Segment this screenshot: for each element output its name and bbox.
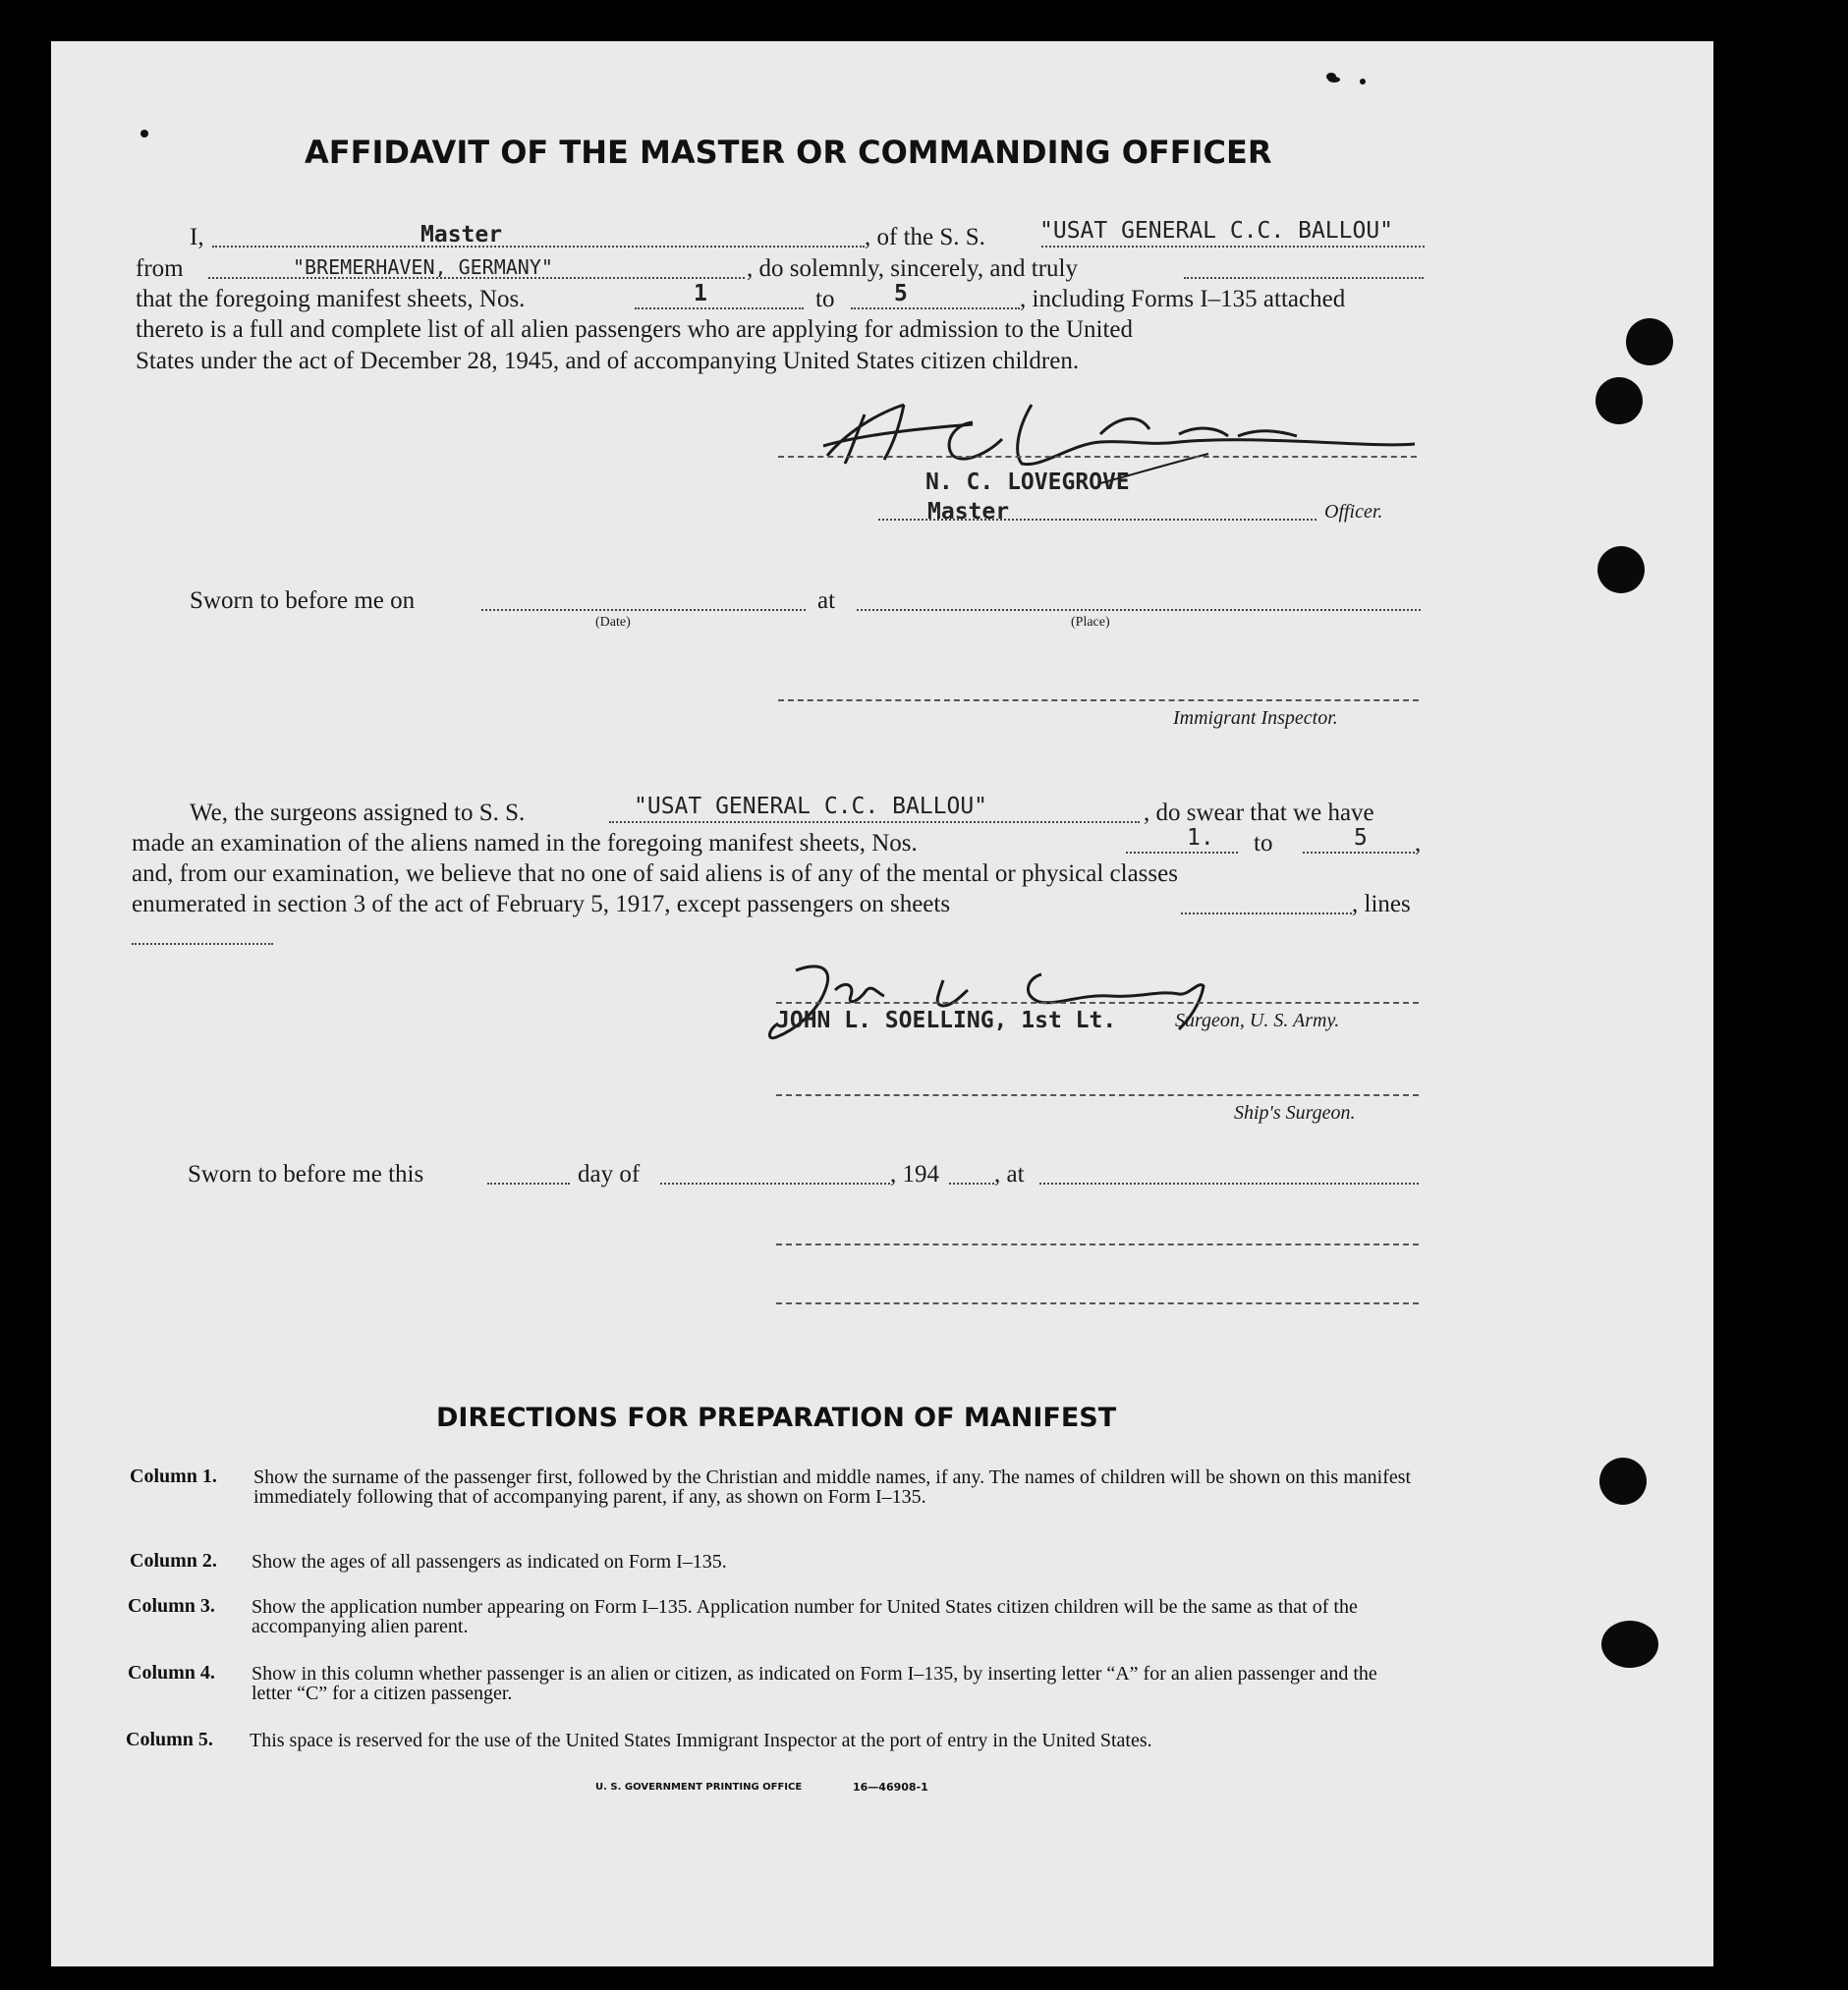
ink-speck xyxy=(1360,79,1366,84)
punch-hole xyxy=(1599,1458,1647,1505)
sworn2-text: Sworn to before me this xyxy=(188,1161,424,1188)
from-label: from xyxy=(136,255,184,282)
ships-surgeon-label: Ship's Surgeon. xyxy=(1234,1102,1356,1124)
blank-line xyxy=(1184,277,1424,279)
swear-text: , do swear that we have xyxy=(1144,800,1374,826)
sworn2-signature-line1 xyxy=(776,1244,1419,1245)
surgeon-comma: , xyxy=(1415,830,1422,857)
manifest-nos-label: that the foregoing manifest sheets, Nos. xyxy=(136,286,526,312)
surgeon-name: JOHN L. SOELLING, 1st Lt. xyxy=(776,1008,1117,1033)
ink-speck xyxy=(1328,77,1340,83)
surgeon-ship-value: "USAT GENERAL C.C. BALLOU" xyxy=(634,794,988,819)
surgeon-nos-to-value: 5 xyxy=(1354,825,1368,851)
sheets-field-line xyxy=(1181,912,1352,914)
at-label: at xyxy=(817,587,836,614)
surgeon-ship-line xyxy=(609,821,1140,823)
year-label: , 194 xyxy=(890,1161,939,1188)
surgeon-to-label: to xyxy=(1254,830,1273,857)
place-caption: (Place) xyxy=(1071,615,1110,630)
place2-field-line xyxy=(1039,1183,1419,1185)
inspector-signature-line xyxy=(778,699,1419,701)
of-the-ss-label: , of the S. S. xyxy=(865,224,985,250)
lines-field-line xyxy=(132,943,273,945)
surgeon-title: Surgeon, U. S. Army. xyxy=(1175,1010,1340,1031)
master-signature-line xyxy=(778,456,1417,458)
nos-from-value: 1 xyxy=(694,281,707,306)
column-2-label: Column 2. xyxy=(130,1550,217,1572)
name-field-line xyxy=(212,246,865,248)
from-value: "BREMERHAVEN, GERMANY" xyxy=(293,255,553,279)
affidavit-text-line5: States under the act of December 28, 1945, and of accompanying United States citizen children. xyxy=(136,348,1080,374)
surgeon-nos-from-line xyxy=(1126,852,1238,854)
surgeons-line1: We, the surgeons assigned to S. S. xyxy=(190,800,526,826)
month-field-line xyxy=(660,1183,890,1185)
place-field-line xyxy=(857,609,1421,611)
punch-hole xyxy=(1626,318,1673,365)
surgeon-nos-to-line xyxy=(1303,852,1415,854)
affidavit-text-line4: thereto is a full and complete list of all alien passengers who are applying for admission to the United xyxy=(136,316,1134,343)
ships-surgeon-line xyxy=(776,1094,1419,1096)
lines-label: , lines xyxy=(1352,891,1411,917)
sworn2-signature-line2 xyxy=(776,1302,1419,1304)
i-label: I, xyxy=(190,224,204,250)
column-3-label: Column 3. xyxy=(128,1595,215,1617)
surgeons-line2: made an examination of the aliens named in the foregoing manifest sheets, Nos. xyxy=(132,830,918,857)
column-4-text: Show in this column whether passenger is an alien or citizen, as indicated on Form I–135, by inserting letter “A” for an alien passenger and the letter “C” for a citizen passenger. xyxy=(252,1663,1377,1704)
surgeon-signature-line xyxy=(776,1002,1419,1004)
ship-value: "USAT GENERAL C.C. BALLOU" xyxy=(1039,218,1394,244)
ink-speck xyxy=(140,130,148,138)
date-caption: (Date) xyxy=(595,615,631,630)
at2-label: , at xyxy=(994,1161,1025,1188)
column-5-label: Column 5. xyxy=(126,1729,213,1750)
surgeon-nos-from-value: 1. xyxy=(1187,825,1214,851)
surgeons-line4: enumerated in section 3 of the act of February 5, 1917, except passengers on sheets xyxy=(132,891,951,917)
solemnly-text: , do solemnly, sincerely, and truly xyxy=(747,255,1078,282)
punch-hole xyxy=(1597,546,1645,593)
column-2-text: Show the ages of all passengers as indicated on Form I–135. xyxy=(252,1551,727,1573)
column-1-label: Column 1. xyxy=(130,1465,217,1487)
inspector-label: Immigrant Inspector. xyxy=(1173,707,1338,729)
printer-imprint: U. S. GOVERNMENT PRINTING OFFICE xyxy=(595,1782,803,1793)
punch-hole xyxy=(1601,1621,1658,1668)
ship-field-line xyxy=(1041,246,1425,248)
date-field-line xyxy=(481,609,806,611)
nos-to-line xyxy=(851,307,1020,309)
name-value: Master xyxy=(420,222,503,248)
year-field-line xyxy=(949,1183,994,1185)
column-4-label: Column 4. xyxy=(128,1662,215,1684)
column-3-text: Show the application number appearing on Form I–135. Application number for United States citizen children will be the same as that of the accompanying alien parent. xyxy=(252,1596,1358,1637)
nos-to-value: 5 xyxy=(894,281,908,306)
including-text: , including Forms I–135 attached xyxy=(1020,286,1346,312)
day-field-line xyxy=(487,1183,570,1185)
sworn-text: Sworn to before me on xyxy=(190,587,416,614)
signer-title: Master xyxy=(927,499,1010,525)
nos-from-line xyxy=(635,307,804,309)
day-of-label: day of xyxy=(578,1161,641,1188)
signer-name: N. C. LOVEGROVE xyxy=(925,470,1130,495)
affidavit-title: AFFIDAVIT OF THE MASTER OR COMMANDING OFFICER xyxy=(305,134,1272,171)
to-label: to xyxy=(815,286,835,312)
officer-label: Officer. xyxy=(1324,501,1383,523)
form-number: 16—46908-1 xyxy=(853,1781,928,1794)
punch-hole xyxy=(1596,377,1643,424)
directions-title: DIRECTIONS FOR PREPARATION OF MANIFEST xyxy=(436,1403,1117,1433)
column-1-text: Show the surname of the passenger first, followed by the Christian and middle names, if any. The names of children will be shown on this manifest immediately following that of accompanying parent, if any, as shown on Form I–135. xyxy=(253,1466,1412,1508)
surgeon-signature xyxy=(756,951,1267,1049)
surgeons-line3: and, from our examination, we believe that no one of said aliens is of any of the mental or physical classes xyxy=(132,860,1178,887)
column-5-text: This space is reserved for the use of the United States Immigrant Inspector at the port of entry in the United States. xyxy=(250,1730,1152,1751)
